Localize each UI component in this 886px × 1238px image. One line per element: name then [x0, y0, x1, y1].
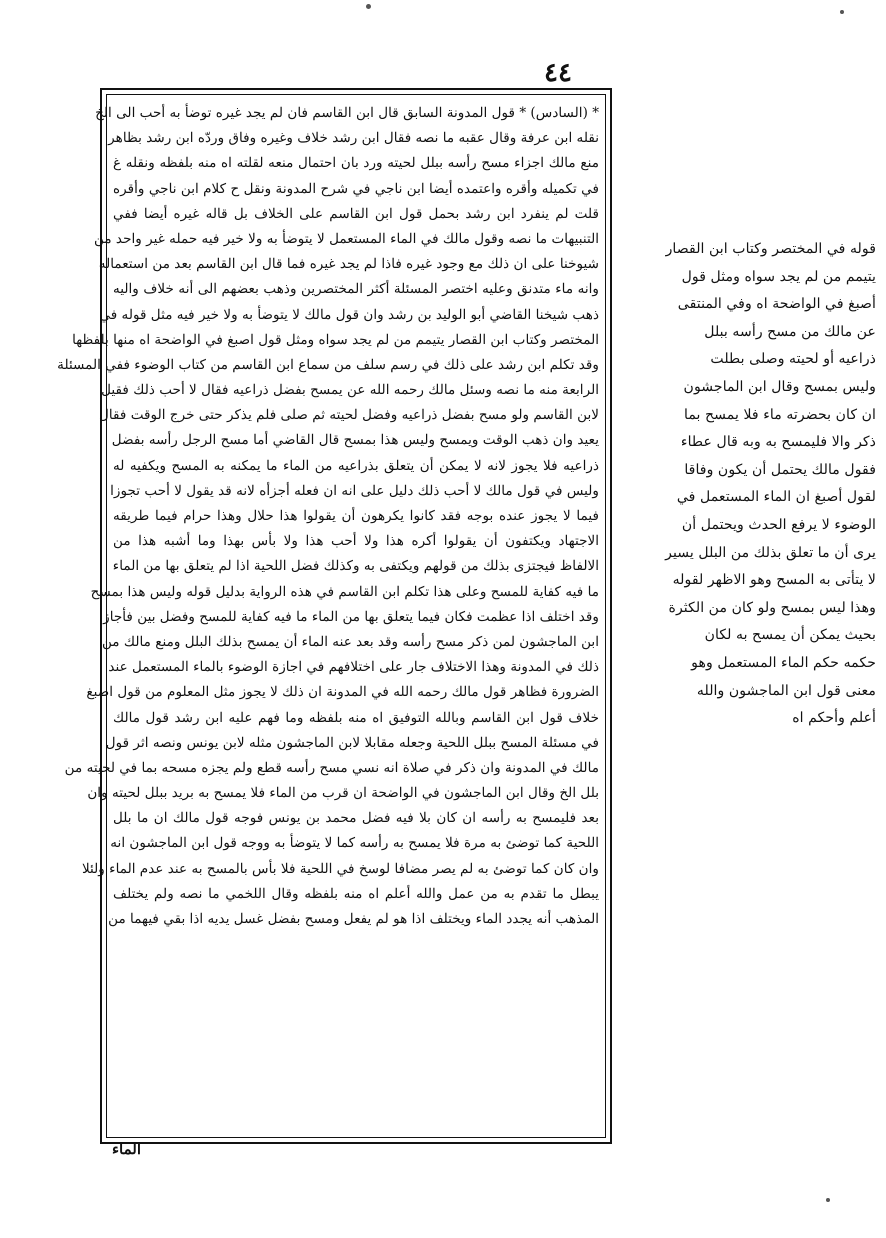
text-line: يبطل ما تقدم به من عمل والله أعلم اه منه بلفظه وقال اللخمي ما نصه ولم يختلف [113, 885, 599, 902]
margin-note-block [618, 236, 876, 733]
text-line: منع مالك اجزاء مسح رأسه ببلل لحيته ورد بان احتمال منعه لقلته اه منه بلفظه ونقله غ [113, 155, 599, 172]
margin-note-line: ان كان بحضرته ماء فلا يمسح بما [684, 406, 876, 423]
text-line: وان كان كما توضئ به لم يصر مضافا لوسخ في اللحية فلا بأس بالمسح به عند عدم الماء ولئلا [81, 860, 599, 877]
text-line: ذلك في المدونة وهذا الاختلاف جار على اختلافهم في اجازة الوضوء بالماء المستعمل عند [108, 659, 599, 676]
text-line: نقله ابن عرفة وقال عقبه ما نصه فقال ابن رشد خلاف وغيره وفاق وردّه ابن رشد بظاهر [108, 130, 599, 147]
page-number: ٤٤ [544, 58, 572, 88]
text-line: قلت لم ينفرد ابن رشد بحمل قول ابن القاسم على الخلاف بل قاله غيره أيضا ففي [113, 205, 599, 222]
text-line: وليس في قول مالك لا أحب ذلك دليل على انه ان فعله أجزأه لانه قد يقول لا أحب تجوزا [110, 482, 599, 499]
margin-note-line: ذكر والا فليمسح به وبه قال عطاء [680, 434, 876, 451]
margin-note-line: بحيث يمكن أن يمسح به لكان [704, 627, 876, 644]
text-line: الالفاظ فيجتزى بذلك من قولهم ويكتفى به وكذلك فضل اللحية اذا لم يتعلق بها من الماء [112, 558, 599, 575]
text-line: ذهب شيخنا القاضي أبو الوليد بن رشد وان قول مالك لا يتوضأ به ولا خير فيه مثل قوله في [99, 306, 599, 323]
catchword: الماء [112, 1140, 142, 1158]
text-line: في مسئلة المسح ببلل اللحية وجعله مقابلا لابن الماجشون مثله لابن يونس ونصه اثر قول [105, 734, 599, 751]
text-line: المذهب أنه يجدد الماء ويختلف اذا هو لم يفعل ومسح بفضل غسل يديه اذا بقي فيهما من [108, 911, 599, 927]
margin-note-line: الوضوء لا يرفع الحدث ويحتمل أن [681, 516, 876, 533]
ink-speck [840, 10, 844, 14]
margin-note-line: يرى أن ما تعلق بذلك من البلل يسير [665, 544, 876, 561]
text-line: وقد تكلم ابن رشد على ذلك في رسم سلف من سماع ابن القاسم من كتاب الوضوء ففي المسئلة [57, 356, 599, 373]
margin-note-line: لقول أصبغ ان الماء المستعمل في [676, 489, 876, 506]
margin-note-line: حكمه حكم الماء المستعمل وهو [691, 654, 876, 671]
ink-speck [826, 1198, 830, 1202]
text-line: ابن الماجشون لمن ذكر مسح رأسه وقد بعد عنه الماء أن يمسح بذلك البلل ومنع مالك من [101, 633, 599, 650]
margin-note-line: ذراعيه أو لحيته وصلى بطلت [710, 351, 876, 368]
margin-note-line: وليس بمسح وقال ابن الماجشون [683, 378, 876, 395]
text-line: في تكميله وأقره واعتمده أيضا ابن ناجي في شرح المدونة ونقل ح كلام ابن ناجي وأقره [113, 180, 599, 197]
margin-note-line: وهذا ليس بمسح ولو كان من الكثرة [668, 599, 876, 616]
margin-note-line: معنى قول ابن الماجشون والله [696, 682, 876, 699]
text-line: المختصر وكتاب ابن القصار يتيمم من لم يجد سواه ومثل قول اصبغ في الواضحة اه منها بلفظها [72, 331, 599, 348]
text-line: بعد فليمسح به رأسه ان كان بلا فيه فضل محمد بن يونس فوجه قول مالك ان ما بلل [113, 810, 599, 827]
margin-note-line: أعلم وأحكم اه [792, 710, 876, 727]
text-line: يعيد وان ذهب الوقت ويمسح وليس هذا بمسح قال القاضي أما مسح الرجل رأسه بفضل [111, 432, 599, 449]
text-line: شيوخنا على ان ذلك مع وجود غيره فاذا لم يجد غيره فما قال ابن القاسم بعد من استعماله [98, 256, 599, 273]
margin-note-line: أصبغ في الواضحة اه وفي المنتقى [677, 296, 876, 313]
text-line: فيما لا يجوز عنده بوجه فقد كانوا يكرهون أن يقولوا هذا حلال وهذا حرام فيما طريقه [113, 508, 599, 524]
text-line: اللحية كما توضئ به مرة فلا يمسح به رأسه كما لا يتوضأ به ووجه قول ابن الماجشون انه [110, 835, 599, 852]
margin-note-line: قوله في المختصر وكتاب ابن القصار [665, 241, 876, 257]
text-line: الرابعة منه ما نصه وسئل مالك رحمه الله عن يمسح بفضل ذراعيه فقال لا أحب ذلك فقيل [101, 382, 599, 399]
text-line: التنبيهات ما نصه وقول مالك في الماء المستعمل لا يتوضأ به ولا خير فيه حمله غير واحد من [93, 230, 599, 247]
text-line: الضرورة فظاهر قول مالك رحمه الله في المدونة ان ذلك لا يجوز مثل المعلوم من قول اصبغ [86, 684, 599, 701]
margin-note-line: عن مالك من مسح رأسه ببلل [704, 323, 876, 340]
text-line: لابن القاسم ولو مسح بفضل ذراعيه وفضل لحيته ثم صلى فلم يذكر حتى خرج الوقت فقال [98, 407, 599, 424]
text-line: ما فيه كفاية للمسح وعلى هذا تكلم ابن القاسم في هذه الرواية بدليل قوله وليس هذا بمسح [90, 583, 599, 600]
text-line: بلل الخ وقال ابن الماجشون في الواضحة ان قرب من الماء فلا يمسح به بريد ببلل لحيته وان [87, 785, 599, 802]
ink-speck [366, 4, 371, 9]
text-line: * (السادس) * قول المدونة السابق قال ابن القاسم فان لم يجد غيره توضأ به أحب الى الخ [95, 105, 599, 121]
margin-note-line: فقول مالك يحتمل أن يكون وفاقا [684, 461, 876, 478]
margin-note-line: لا يتأتى به المسح وهو الاظهر لقوله [672, 572, 876, 589]
text-line: خلاف قول ابن القاسم وبالله التوفيق اه منه بلفظه وما فهم عليه ابن رشد قول مالك [113, 709, 599, 726]
text-line: وانه ماء متدنق وعليه اختصر المسئلة أكثر المختصرين وذهب بعضهم الى أنه خلاف واليه [113, 281, 599, 298]
text-line: الاجتهاد ويكتفون أن يقولوا أكره هذا ولا أحب هذا ولا بأس بهذا وما أشبه هذا من [113, 533, 599, 550]
text-line: ذراعيه فلا يجوز لانه لا يمكن أن يتعلق بذراعيه من الماء ما يمكنه به المسح ويكفيه له [113, 457, 599, 474]
text-line: وقد اختلف اذا عظمت فكان فيما يتعلق بها من الماء ما فيه كفاية للمسح وفضل بين فأجاز [103, 608, 599, 625]
margin-note-line: يتيمم من لم يجد سواه ومثل قول [681, 268, 876, 285]
main-text-block [57, 94, 606, 1138]
text-line: مالك في المدونة وان ذكر في صلاة انه نسي مسح رأسه قطع ولم يجزه مسحه بما في لحيته من [64, 759, 599, 776]
